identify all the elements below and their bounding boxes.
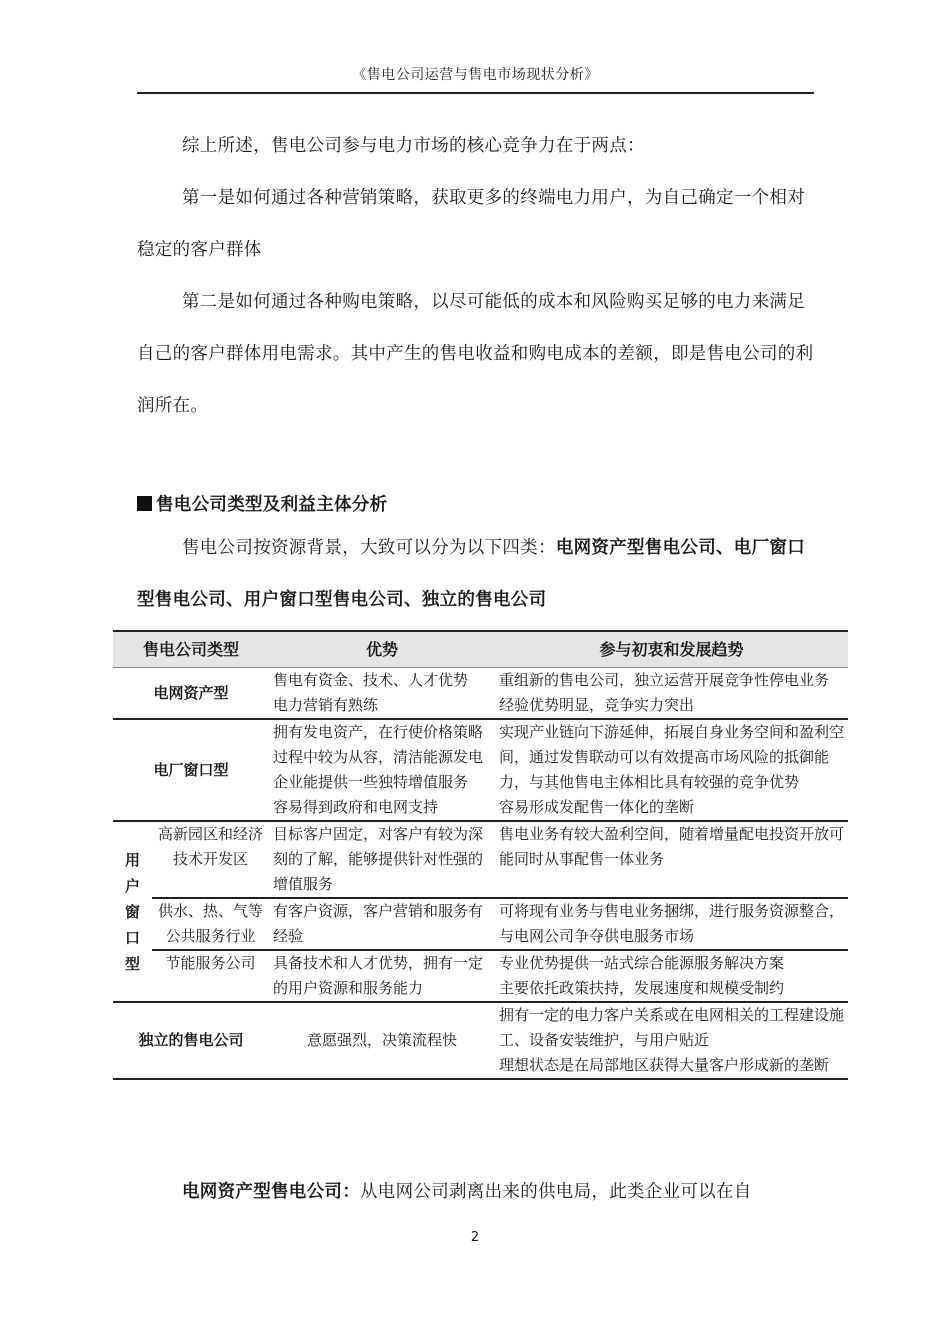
type-user-window xyxy=(113,821,152,1002)
advantage-grid xyxy=(269,668,495,720)
trend-line: 专业优势提供一站式综合能源服务解决方案 xyxy=(499,954,785,972)
trend-independent xyxy=(495,1002,848,1079)
table-row-industrial-park xyxy=(113,821,848,898)
trend-line: 主要依托政策扶持，发展速度和规模受制约 xyxy=(499,979,785,997)
advantage-energy-service: 具备技术和人才优势，拥有一定的用户资源和服务能力 xyxy=(269,950,495,1002)
group-label-char: 户 xyxy=(124,876,140,895)
trend-line: 理想状态是在局部地区获得大量客户形成新的垄断 xyxy=(499,1056,830,1074)
table-row-grid xyxy=(113,668,848,720)
intro-bold-text: 电网资产型售电公司、电厂窗口型售电公司、用户窗口型售电公司、独立的售电公司 xyxy=(137,538,806,610)
type-grid: 电网资产型 xyxy=(113,668,269,720)
advantage-line: 拥有发电资产，在行使价格策略过程中较为从容，清洁能源发电企业能提供一些独特增值服务 xyxy=(273,723,484,791)
table-row-independent xyxy=(113,1002,848,1079)
trend-public-service: 可将现有业务与售电业务捆绑，进行服务资源整合，与电网公司争夺供电服务市场 xyxy=(495,898,848,950)
trend-line: 重组新的售电公司，独立运营开展竞争性停电业务 xyxy=(499,671,830,689)
advantage-line: 电力营销有熟练 xyxy=(273,696,379,714)
paragraph-second-point: 第二是如何通过各种购电策略，以尽可能低的成本和风险购买足够的电力来满足自己的客户群体用电需求。其中产生的售电收益和购电成本的差额，即是售电公司的利润所在。 xyxy=(137,292,814,416)
advantage-public-service: 有客户资源，客户营销和服务有经验 xyxy=(269,898,495,950)
header-advantage: 优势 xyxy=(269,631,495,668)
table-header-row xyxy=(113,631,848,668)
intro-plain-text: 售电公司按资源背景，大致可以分为以下四类： xyxy=(182,538,556,558)
subtype-energy-service: 节能服务公司 xyxy=(152,950,269,1002)
trend-plant xyxy=(495,719,848,821)
section-heading xyxy=(137,491,387,516)
section-intro xyxy=(137,522,814,626)
company-types-table xyxy=(113,630,848,1080)
advantage-plant xyxy=(269,719,495,821)
advantage-line: 容易得到政府和电网支持 xyxy=(273,798,439,816)
trend-industrial-park: 售电业务有较大盈利空间，随着增量配电投资开放可能同时从事配售一体业务 xyxy=(495,821,848,898)
table-row-plant xyxy=(113,719,848,821)
section-heading-text: 售电公司类型及利益主体分析 xyxy=(156,495,388,515)
trend-line: 经验优势明显，竞争实力突出 xyxy=(499,696,695,714)
table-row-public-service xyxy=(113,898,848,950)
closing-paragraph xyxy=(137,1166,814,1218)
group-label-char: 口 xyxy=(124,928,140,947)
group-label-char: 型 xyxy=(124,954,140,973)
page-number: 2 xyxy=(470,1230,480,1245)
advantage-line: 售电有资金、技术、人才优势 xyxy=(273,671,469,689)
table-row-energy-service xyxy=(113,950,848,1002)
type-plant: 电厂窗口型 xyxy=(113,719,269,821)
paragraph-first-point: 第一是如何通过各种营销策略，获取更多的终端电力用户，为自己确定一个相对稳定的客户群体 xyxy=(137,188,805,260)
header-type: 售电公司类型 xyxy=(113,631,269,668)
advantage-industrial-park: 目标客户固定，对客户有较为深刻的了解，能够提供针对性强的增值服务 xyxy=(269,821,495,898)
square-bullet-icon xyxy=(137,496,152,511)
group-label-char: 窗 xyxy=(124,902,140,921)
paragraph-summary: 综上所述，售电公司参与电力市场的核心竞争力在于两点： xyxy=(182,136,645,156)
subtype-industrial-park: 高新园区和经济技术开发区 xyxy=(152,821,269,898)
closing-plain: 从电网公司剥离出来的供电局，此类企业可以在自 xyxy=(360,1182,752,1202)
trend-line: 拥有一定的电力客户关系或在电网相关的工程建设施工、设备安装维护，与用户贴近 xyxy=(499,1006,845,1049)
closing-bold: 电网资产型售电公司： xyxy=(182,1182,360,1202)
header-trend: 参与初衷和发展趋势 xyxy=(495,631,848,668)
type-independent: 独立的售电公司 xyxy=(113,1002,269,1079)
trend-line: 容易形成发配售一体化的垄断 xyxy=(499,798,695,816)
trend-line: 实现产业链向下游延伸，拓展自身业务空间和盈利空间，通过发售联动可以有效提高市场风险的抵御能力，与其他售电主体相比具有较强的竞争优势 xyxy=(499,723,845,791)
trend-grid xyxy=(495,668,848,720)
subtype-public-service: 供水、热、气等公共服务行业 xyxy=(152,898,269,950)
group-label-char: 用 xyxy=(124,850,140,869)
page-header: 《售电公司运营与售电市场现状分析》 xyxy=(137,64,814,94)
advantage-independent: 意愿强烈，决策流程快 xyxy=(269,1002,495,1079)
trend-energy-service xyxy=(495,950,848,1002)
